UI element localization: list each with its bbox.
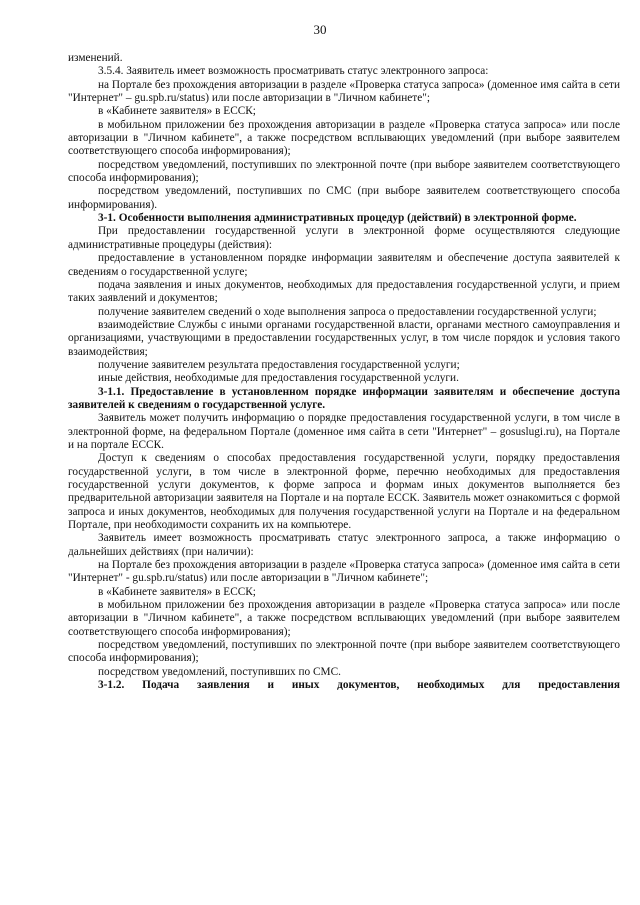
paragraph-3-5-4: 3.5.4. Заявитель имеет возможность просматривать статус электронного запроса: <box>98 65 489 78</box>
heading-3-1: 3-1. Особенности выполнения административных процедур (действий) в электронной форме. <box>98 212 577 225</box>
heading-3-1-2: 3-1.2. Подача заявления и иных документов, необходимых для предоставления <box>98 679 620 692</box>
paragraph-portal-status-2: на Портале без прохождения авторизации в разделе «Проверка статуса запроса» (доменное имя сайта в сети "Интернет" - gu.spb.ru/status) или после авторизации в "Личном кабинете"; <box>68 559 620 585</box>
paragraph-procedure-status: получение заявителем сведений о ходе выполнения запроса о предоставлении государственной услуги; <box>98 305 597 318</box>
paragraph-email-notifications: посредством уведомлений, поступивших по электронной почте (при выборе заявителем соответствующего способа информирования); <box>68 158 620 185</box>
paragraph-info-gosuslugi: Заявитель может получить информацию о порядке предоставления государственной услуги, в том числе в электронной форме, на федеральном Портале (доменное имя сайта в сети "Интернет" – gosuslugi.ru), на Портале и на портале ЕССК. <box>68 412 620 451</box>
paragraph-mobile-app-2: в мобильном приложении без прохождения авторизации в разделе «Проверка статуса запроса» или после авторизации в "Личном кабинете", а также посредством всплывающих уведомлений (при выборе заявителем соответствующего способа информирования); <box>68 599 620 638</box>
paragraph-essk-cabinet: в «Кабинете заявителя» в ЕССК; <box>98 105 256 118</box>
paragraph-access-forms: Доступ к сведениям о способах предоставления государственной услуги, порядку предоставления государственной услуги, в том числе в электронной форме, перечню необходимых для предоставления государственной услуги документов, к форме запроса и формам иных документов выполняется без предварительной авторизации заявителя на Портале и на портале ЕССК. Заявитель может ознакомиться с формой запроса и иных документов, необходимых для получения государственной услуги на Портале и на федеральном Портале, при необходимости сохранить их на компьютере. <box>68 452 620 532</box>
paragraph-procedure-info: предоставление в установленном порядке информации заявителям и обеспечение доступа заявителей к сведениям о государственной услуге; <box>68 252 620 278</box>
paragraph-procedure-other: иные действия, необходимые для предоставления государственной услуги. <box>98 372 459 385</box>
paragraph-portal-status: на Портале без прохождения авторизации в разделе «Проверка статуса запроса» (доменное имя сайта в сети "Интернет" – gu.spb.ru/status) или после авторизации в "Личном кабинете"; <box>68 78 620 105</box>
paragraph-sms-notifications-2: посредством уведомлений, поступивших по СМС. <box>98 665 341 678</box>
paragraph-mobile-app: в мобильном приложении без прохождения авторизации в разделе «Проверка статуса запроса» или после авторизации в "Личном кабинете", а также посредством всплывающих уведомлений (при выборе заявителем соответствующего способа информирования); <box>68 118 620 158</box>
paragraph-procedures-intro: При предоставлении государственной услуги в электронной форме осуществляются следующие административные процедуры (действия): <box>68 225 620 251</box>
paragraph-email-notifications-2: посредством уведомлений, поступивших по электронной почте (при выборе заявителем соответствующего способа информирования); <box>68 639 620 665</box>
paragraph-procedure-interaction: взаимодействие Службы с иными органами государственной власти, органами местного самоуправления и организациями, участвующими в предоставлении государственных услуг, в том числе порядок и условия такого взаимодействия; <box>68 318 620 358</box>
document-body <box>68 52 620 693</box>
paragraph-procedure-submission: подача заявления и иных документов, необходимых для предоставления государственной услуги, и прием таких заявлений и документов; <box>68 278 620 305</box>
paragraph-essk-cabinet-2: в «Кабинете заявителя» в ЕССК; <box>98 585 256 598</box>
page-number: 30 <box>313 22 327 37</box>
paragraph-continuation: изменений. <box>68 52 123 64</box>
paragraph-procedure-result: получение заявителем результата предоставления государственной услуги; <box>98 358 460 371</box>
paragraph-sms-notifications: посредством уведомлений, поступивших по СМС (при выборе заявителем соответствующего способа информирования). <box>68 185 620 211</box>
paragraph-status-view: Заявитель имеет возможность просматривать статус электронного запроса, а также информацию о дальнейших действиях (при наличии): <box>68 532 620 558</box>
heading-3-1-1: 3-1.1. Предоставление в установленном порядке информации заявителям и обеспечение доступа заявителей к сведениям о государственной услуге. <box>68 385 620 411</box>
